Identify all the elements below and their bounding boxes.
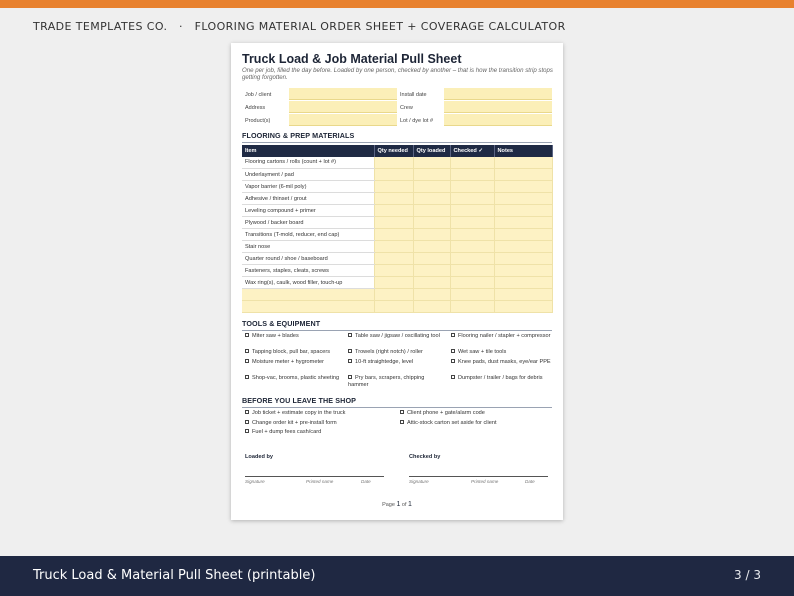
table-row: [242, 229, 552, 241]
material-item: Fasteners, staples, cleats, screws: [242, 265, 374, 277]
entry-cell[interactable]: [450, 289, 494, 301]
entry-cell[interactable]: [413, 157, 450, 169]
info-label: Lot / dye lot #: [400, 118, 434, 124]
checkbox[interactable]: [245, 333, 249, 337]
checklist-item[interactable]: [451, 375, 551, 382]
checkbox[interactable]: [245, 349, 249, 353]
info-label: Address: [245, 105, 266, 111]
checkbox[interactable]: [348, 359, 352, 363]
checklist-item[interactable]: [400, 410, 550, 417]
entry-cell[interactable]: [374, 181, 413, 193]
table-row: [242, 217, 552, 229]
column-header: Qty loaded: [413, 145, 450, 157]
column-header: Item: [242, 145, 374, 157]
checklist-label: Knee pads, dust masks, eye/ear PPE: [458, 359, 551, 365]
entry-cell[interactable]: [374, 205, 413, 217]
checkbox[interactable]: [348, 349, 352, 353]
material-item: Stair nose: [242, 241, 374, 253]
page-current: 1: [396, 501, 401, 508]
column-header: Qty needed: [374, 145, 413, 157]
entry-cell[interactable]: [413, 241, 450, 253]
checklist-item[interactable]: [245, 429, 395, 436]
printed-name-caption: Printed name: [471, 479, 499, 484]
address-field[interactable]: [289, 101, 397, 113]
entry-cell[interactable]: [374, 169, 413, 181]
checkbox[interactable]: [245, 420, 249, 424]
checklist-item[interactable]: [451, 349, 551, 356]
lot-number-field[interactable]: [444, 114, 552, 126]
tools-heading: TOOLS & EQUIPMENT: [242, 319, 552, 331]
materials-heading: FLOORING & PREP MATERIALS: [242, 131, 552, 143]
entry-cell[interactable]: [494, 157, 552, 169]
accent-bar: [0, 0, 794, 8]
checklist-item[interactable]: [348, 349, 444, 356]
entry-cell[interactable]: [494, 277, 552, 289]
page-total: 1: [408, 501, 412, 508]
checklist-label: Trowels (right notch) / roller: [355, 349, 423, 355]
material-item: Adhesive / thinset / grout: [242, 193, 374, 205]
checklist-label: Job ticket + estimate copy in the truck: [252, 410, 346, 416]
material-item: Transitions (T-mold, reducer, end cap): [242, 229, 374, 241]
checklist-item[interactable]: [245, 410, 395, 417]
material-item: Underlayment / pad: [242, 169, 374, 181]
checklist-item[interactable]: [348, 375, 444, 389]
entry-cell[interactable]: [374, 277, 413, 289]
table-header-row: [242, 145, 552, 157]
sheet-subtitle: One per job, filled the day before. Loaded by one person, checked by another – that is how the transition strip stops getting forgotten.: [242, 67, 553, 81]
entry-cell[interactable]: [494, 217, 552, 229]
entry-cell[interactable]: [374, 229, 413, 241]
checklist-label: Pry bars, scrapers, chipping hammer: [348, 375, 425, 389]
info-row: [242, 114, 552, 126]
entry-cell[interactable]: [413, 205, 450, 217]
date-caption: Date: [525, 479, 535, 484]
checklist-item[interactable]: [245, 359, 341, 366]
checkbox[interactable]: [245, 410, 249, 414]
info-row: [242, 101, 552, 113]
entry-cell[interactable]: [450, 193, 494, 205]
material-item: Leveling compound + primer: [242, 205, 374, 217]
checklist-label: Moisture meter + hygrometer: [252, 359, 324, 365]
info-label: Crew: [400, 105, 413, 111]
checkbox[interactable]: [245, 359, 249, 363]
loaded-by-signature-line[interactable]: [245, 476, 384, 477]
install-date-field[interactable]: [444, 88, 552, 100]
checklist-item[interactable]: [245, 333, 341, 340]
entry-cell[interactable]: [374, 193, 413, 205]
entry-cell[interactable]: [374, 217, 413, 229]
table-row: [242, 241, 552, 253]
checklist-label: Change order kit + pre-install form: [252, 419, 337, 426]
entry-cell[interactable]: [450, 265, 494, 277]
info-label: Job / client: [245, 92, 272, 98]
table-row: [242, 169, 552, 181]
job-client-field[interactable]: [289, 88, 397, 100]
checklist-item[interactable]: [245, 375, 341, 382]
checklist-label: Fuel + dump fees cash/card: [252, 429, 322, 435]
entry-cell[interactable]: [450, 241, 494, 253]
entry-cell[interactable]: [494, 193, 552, 205]
checklist-label: Client phone + gate/alarm code: [407, 410, 485, 416]
date-caption: Date: [361, 479, 371, 484]
entry-cell[interactable]: [450, 217, 494, 229]
entry-cell[interactable]: [413, 217, 450, 229]
table-row: [242, 205, 552, 217]
blank-row: [242, 289, 552, 301]
checkbox[interactable]: [451, 333, 455, 337]
entry-cell[interactable]: [374, 253, 413, 265]
checklist-item[interactable]: [451, 333, 551, 340]
entry-cell[interactable]: [494, 169, 552, 181]
entry-cell[interactable]: [413, 289, 450, 301]
checkbox[interactable]: [348, 333, 352, 337]
checklist-item[interactable]: [400, 420, 550, 427]
checklist-item[interactable]: [451, 359, 551, 366]
loaded-by-label: Loaded by: [245, 454, 273, 460]
checkbox[interactable]: [245, 429, 249, 433]
entry-cell[interactable]: [450, 181, 494, 193]
signature-caption: Signature: [409, 479, 429, 484]
table-row: [242, 277, 552, 289]
material-item: Quarter round / shoe / baseboard: [242, 253, 374, 265]
entry-cell[interactable]: [374, 301, 413, 313]
footer-page-indicator: 3 / 3: [734, 568, 761, 582]
materials-table: [242, 145, 553, 313]
entry-cell[interactable]: [242, 289, 374, 301]
material-item: Wax ring(s), caulk, wood filler, touch-up: [242, 277, 374, 289]
document-sheet: [231, 43, 563, 520]
crew-field[interactable]: [444, 101, 552, 113]
entry-cell[interactable]: [450, 253, 494, 265]
checklist-item[interactable]: [245, 349, 341, 356]
entry-cell[interactable]: [413, 265, 450, 277]
checked-by-signature-line[interactable]: [409, 476, 548, 477]
info-label: Install date: [400, 92, 427, 98]
signature-caption: Signature: [245, 479, 265, 484]
table-row: [242, 265, 552, 277]
checkbox[interactable]: [451, 349, 455, 353]
entry-cell[interactable]: [494, 301, 552, 313]
info-row: [242, 88, 552, 100]
column-header: Checked ✓: [450, 145, 494, 157]
checklist-item[interactable]: [348, 359, 444, 366]
checkbox[interactable]: [400, 410, 404, 414]
brand-name: TRADE TEMPLATES CO.: [33, 20, 168, 33]
entry-cell[interactable]: [494, 181, 552, 193]
checklist-label: Tapping block, pull bar, spacers: [252, 349, 331, 355]
header-separator: ·: [179, 20, 183, 33]
material-item: Plywood / backer board: [242, 217, 374, 229]
page-of: of: [401, 502, 407, 508]
checklist-label: Wet saw + tile tools: [458, 349, 507, 355]
checkbox[interactable]: [400, 420, 404, 424]
checkbox[interactable]: [245, 375, 249, 379]
table-row: [242, 253, 552, 265]
info-label: Product(s): [245, 118, 271, 124]
entry-cell[interactable]: [413, 277, 450, 289]
table-row: [242, 193, 552, 205]
table-row: [242, 157, 552, 169]
checklist-label: Flooring nailer / stapler + compressor: [458, 333, 551, 339]
entry-cell[interactable]: [494, 205, 552, 217]
entry-cell[interactable]: [374, 265, 413, 277]
checklist-label: Table saw / jigsaw / oscillating tool: [355, 333, 440, 339]
footer-title: Truck Load & Material Pull Sheet (printable): [33, 568, 316, 583]
table-row: [242, 181, 552, 193]
entry-cell[interactable]: [450, 301, 494, 313]
entry-cell[interactable]: [413, 169, 450, 181]
checkbox[interactable]: [451, 375, 455, 379]
page-header: [33, 20, 566, 33]
checkbox[interactable]: [348, 375, 352, 379]
before-leave-heading: BEFORE YOU LEAVE THE SHOP: [242, 396, 552, 408]
entry-cell[interactable]: [413, 301, 450, 313]
checklist-label: Shop-vac, brooms, plastic sheeting: [252, 375, 340, 381]
material-item: Flooring cartons / rolls (count + lot #): [242, 157, 374, 169]
checklist-item[interactable]: [348, 333, 444, 340]
entry-cell[interactable]: [494, 253, 552, 265]
entry-cell[interactable]: [450, 169, 494, 181]
entry-cell[interactable]: [494, 265, 552, 277]
entry-cell[interactable]: [494, 241, 552, 253]
blank-row: [242, 301, 552, 313]
checklist-item[interactable]: [245, 420, 395, 427]
checklist-label: Miter saw + blades: [252, 333, 299, 339]
entry-cell[interactable]: [450, 277, 494, 289]
entry-cell[interactable]: [374, 241, 413, 253]
page-prefix: Page: [382, 502, 395, 508]
checklist-label: Attic-stock carton set aside for client: [407, 419, 497, 426]
entry-cell[interactable]: [374, 289, 413, 301]
entry-cell[interactable]: [242, 301, 374, 313]
checked-by-label: Checked by: [409, 454, 441, 460]
page-footer: [0, 556, 794, 596]
checkbox[interactable]: [451, 359, 455, 363]
materials-body: [242, 157, 552, 313]
entry-cell[interactable]: [450, 229, 494, 241]
entry-cell[interactable]: [494, 229, 552, 241]
checklist-label: 10-ft straightedge, level: [355, 359, 414, 365]
entry-cell[interactable]: [450, 157, 494, 169]
products-field[interactable]: [289, 114, 397, 126]
material-item: Vapor barrier (6-mil poly): [242, 181, 374, 193]
entry-cell[interactable]: [494, 289, 552, 301]
entry-cell[interactable]: [413, 193, 450, 205]
sheet-title: Truck Load & Job Material Pull Sheet: [242, 52, 462, 66]
column-header: Notes: [494, 145, 552, 157]
page-number: [231, 501, 563, 508]
entry-cell[interactable]: [374, 157, 413, 169]
entry-cell[interactable]: [413, 253, 450, 265]
entry-cell[interactable]: [413, 181, 450, 193]
entry-cell[interactable]: [450, 205, 494, 217]
printed-name-caption: Printed name: [306, 479, 334, 484]
entry-cell[interactable]: [413, 229, 450, 241]
product-name: FLOORING MATERIAL ORDER SHEET + COVERAGE CALCULATOR: [194, 20, 566, 33]
checklist-label: Dumpster / trailer / bags for debris: [458, 375, 543, 381]
